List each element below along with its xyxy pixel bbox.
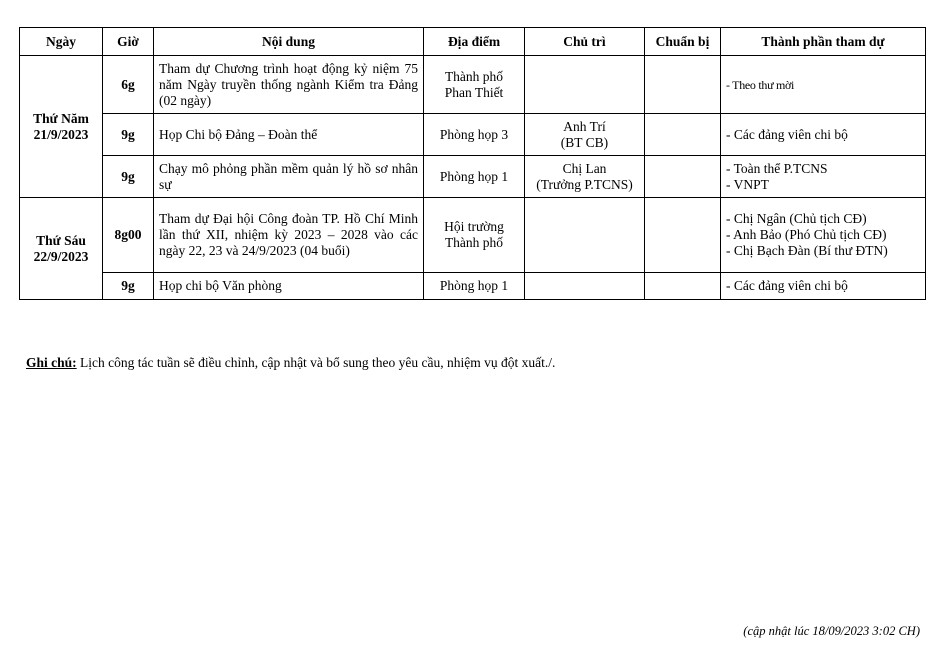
content-cell: Tham dự Chương trình hoạt động kỷ niệm 75 năm Ngày truyền thống ngành Kiểm tra Đảng (02 ngày) <box>154 56 424 114</box>
place-line: Thành phố <box>444 68 504 84</box>
time-cell: 9g <box>103 114 154 156</box>
updated-timestamp: (cập nhật lúc 18/09/2023 3:02 CH) <box>743 624 920 638</box>
place-line: Phòng họp 3 <box>439 126 509 142</box>
time-cell: 6g <box>103 56 154 114</box>
attendee-line: - Các đảng viên chi bộ <box>726 126 848 142</box>
attendee-line: - Các đảng viên chi bộ <box>726 278 848 293</box>
host-line: Anh Trí <box>563 118 606 134</box>
day-cell <box>20 56 103 198</box>
host-cell <box>525 56 645 114</box>
header-time: Giờ <box>103 28 154 56</box>
attendee-line: - Chị Ngân (Chủ tịch CĐ) <box>726 211 867 226</box>
place-line: Phòng họp 1 <box>439 168 509 184</box>
host-cell <box>525 198 645 273</box>
host-line: Chị Lan <box>562 160 607 176</box>
day-name: Thứ Năm <box>33 110 89 126</box>
prep-cell <box>645 273 721 300</box>
time-cell: 9g <box>103 273 154 300</box>
table-row <box>20 198 926 273</box>
place-cell <box>424 114 525 156</box>
day-date: 21/9/2023 <box>33 126 89 142</box>
host-cell <box>525 273 645 300</box>
host-line: (Trưởng P.TCNS) <box>536 176 633 192</box>
header-prep: Chuẩn bị <box>645 28 721 56</box>
header-host: Chủ trì <box>525 28 645 56</box>
header-attendees: Thành phần tham dự <box>721 28 926 56</box>
table-row <box>20 114 926 156</box>
content-cell: Họp chi bộ Văn phòng <box>154 273 424 300</box>
attendee-line: - Chị Bạch Đàn (Bí thư ĐTN) <box>726 243 888 258</box>
attendees-cell <box>721 114 926 156</box>
attendees-cell <box>721 156 926 198</box>
table-header-row <box>20 28 926 56</box>
attendee-line: - VNPT <box>726 176 769 192</box>
table-row <box>20 56 926 114</box>
content-cell: Chạy mô phỏng phần mềm quản lý hồ sơ nhân sự <box>154 156 424 198</box>
prep-cell <box>645 56 721 114</box>
note-label: Ghi chú: <box>26 355 77 370</box>
note-text: Lịch công tác tuần sẽ điều chỉnh, cập nhật và bổ sung theo yêu cầu, nhiệm vụ đột xuất./. <box>76 355 556 370</box>
content-cell: Họp Chi bộ Đảng – Đoàn thể <box>154 114 424 156</box>
host-cell <box>525 156 645 198</box>
day-cell <box>20 198 103 300</box>
place-line: Hội trường <box>444 219 504 234</box>
note <box>26 355 555 371</box>
place-line: Thành phố <box>444 235 504 250</box>
header-place: Địa điểm <box>424 28 525 56</box>
attendee-line: - Theo thư mời <box>726 77 795 92</box>
attendee-line: - Anh Bảo (Phó Chủ tịch CĐ) <box>726 227 887 242</box>
attendees-cell <box>721 56 926 114</box>
host-line: (BT CB) <box>560 134 609 150</box>
attendees-cell <box>721 198 926 273</box>
time-cell: 8g00 <box>103 198 154 273</box>
prep-cell <box>645 114 721 156</box>
place-cell <box>424 273 525 300</box>
host-cell <box>525 114 645 156</box>
place-cell <box>424 198 525 273</box>
table-row <box>20 156 926 198</box>
prep-cell <box>645 198 721 273</box>
attendee-line: - Toàn thể P.TCNS <box>726 160 828 176</box>
header-content: Nội dung <box>154 28 424 56</box>
time-cell: 9g <box>103 156 154 198</box>
place-line: Phan Thiết <box>444 84 504 100</box>
table-row <box>20 273 926 300</box>
day-name: Thứ Sáu <box>36 232 86 248</box>
place-cell <box>424 156 525 198</box>
place-line: Phòng họp 1 <box>439 278 509 293</box>
day-date: 22/9/2023 <box>33 248 89 264</box>
attendees-cell <box>721 273 926 300</box>
prep-cell <box>645 156 721 198</box>
header-day: Ngày <box>20 28 103 56</box>
content-cell: Tham dự Đại hội Công đoàn TP. Hồ Chí Minh lần thứ XII, nhiệm kỳ 2023 – 2028 vào các ngày 22, 23 và 24/9/2023 (04 buổi) <box>154 198 424 273</box>
place-cell <box>424 56 525 114</box>
schedule-table <box>19 27 926 300</box>
